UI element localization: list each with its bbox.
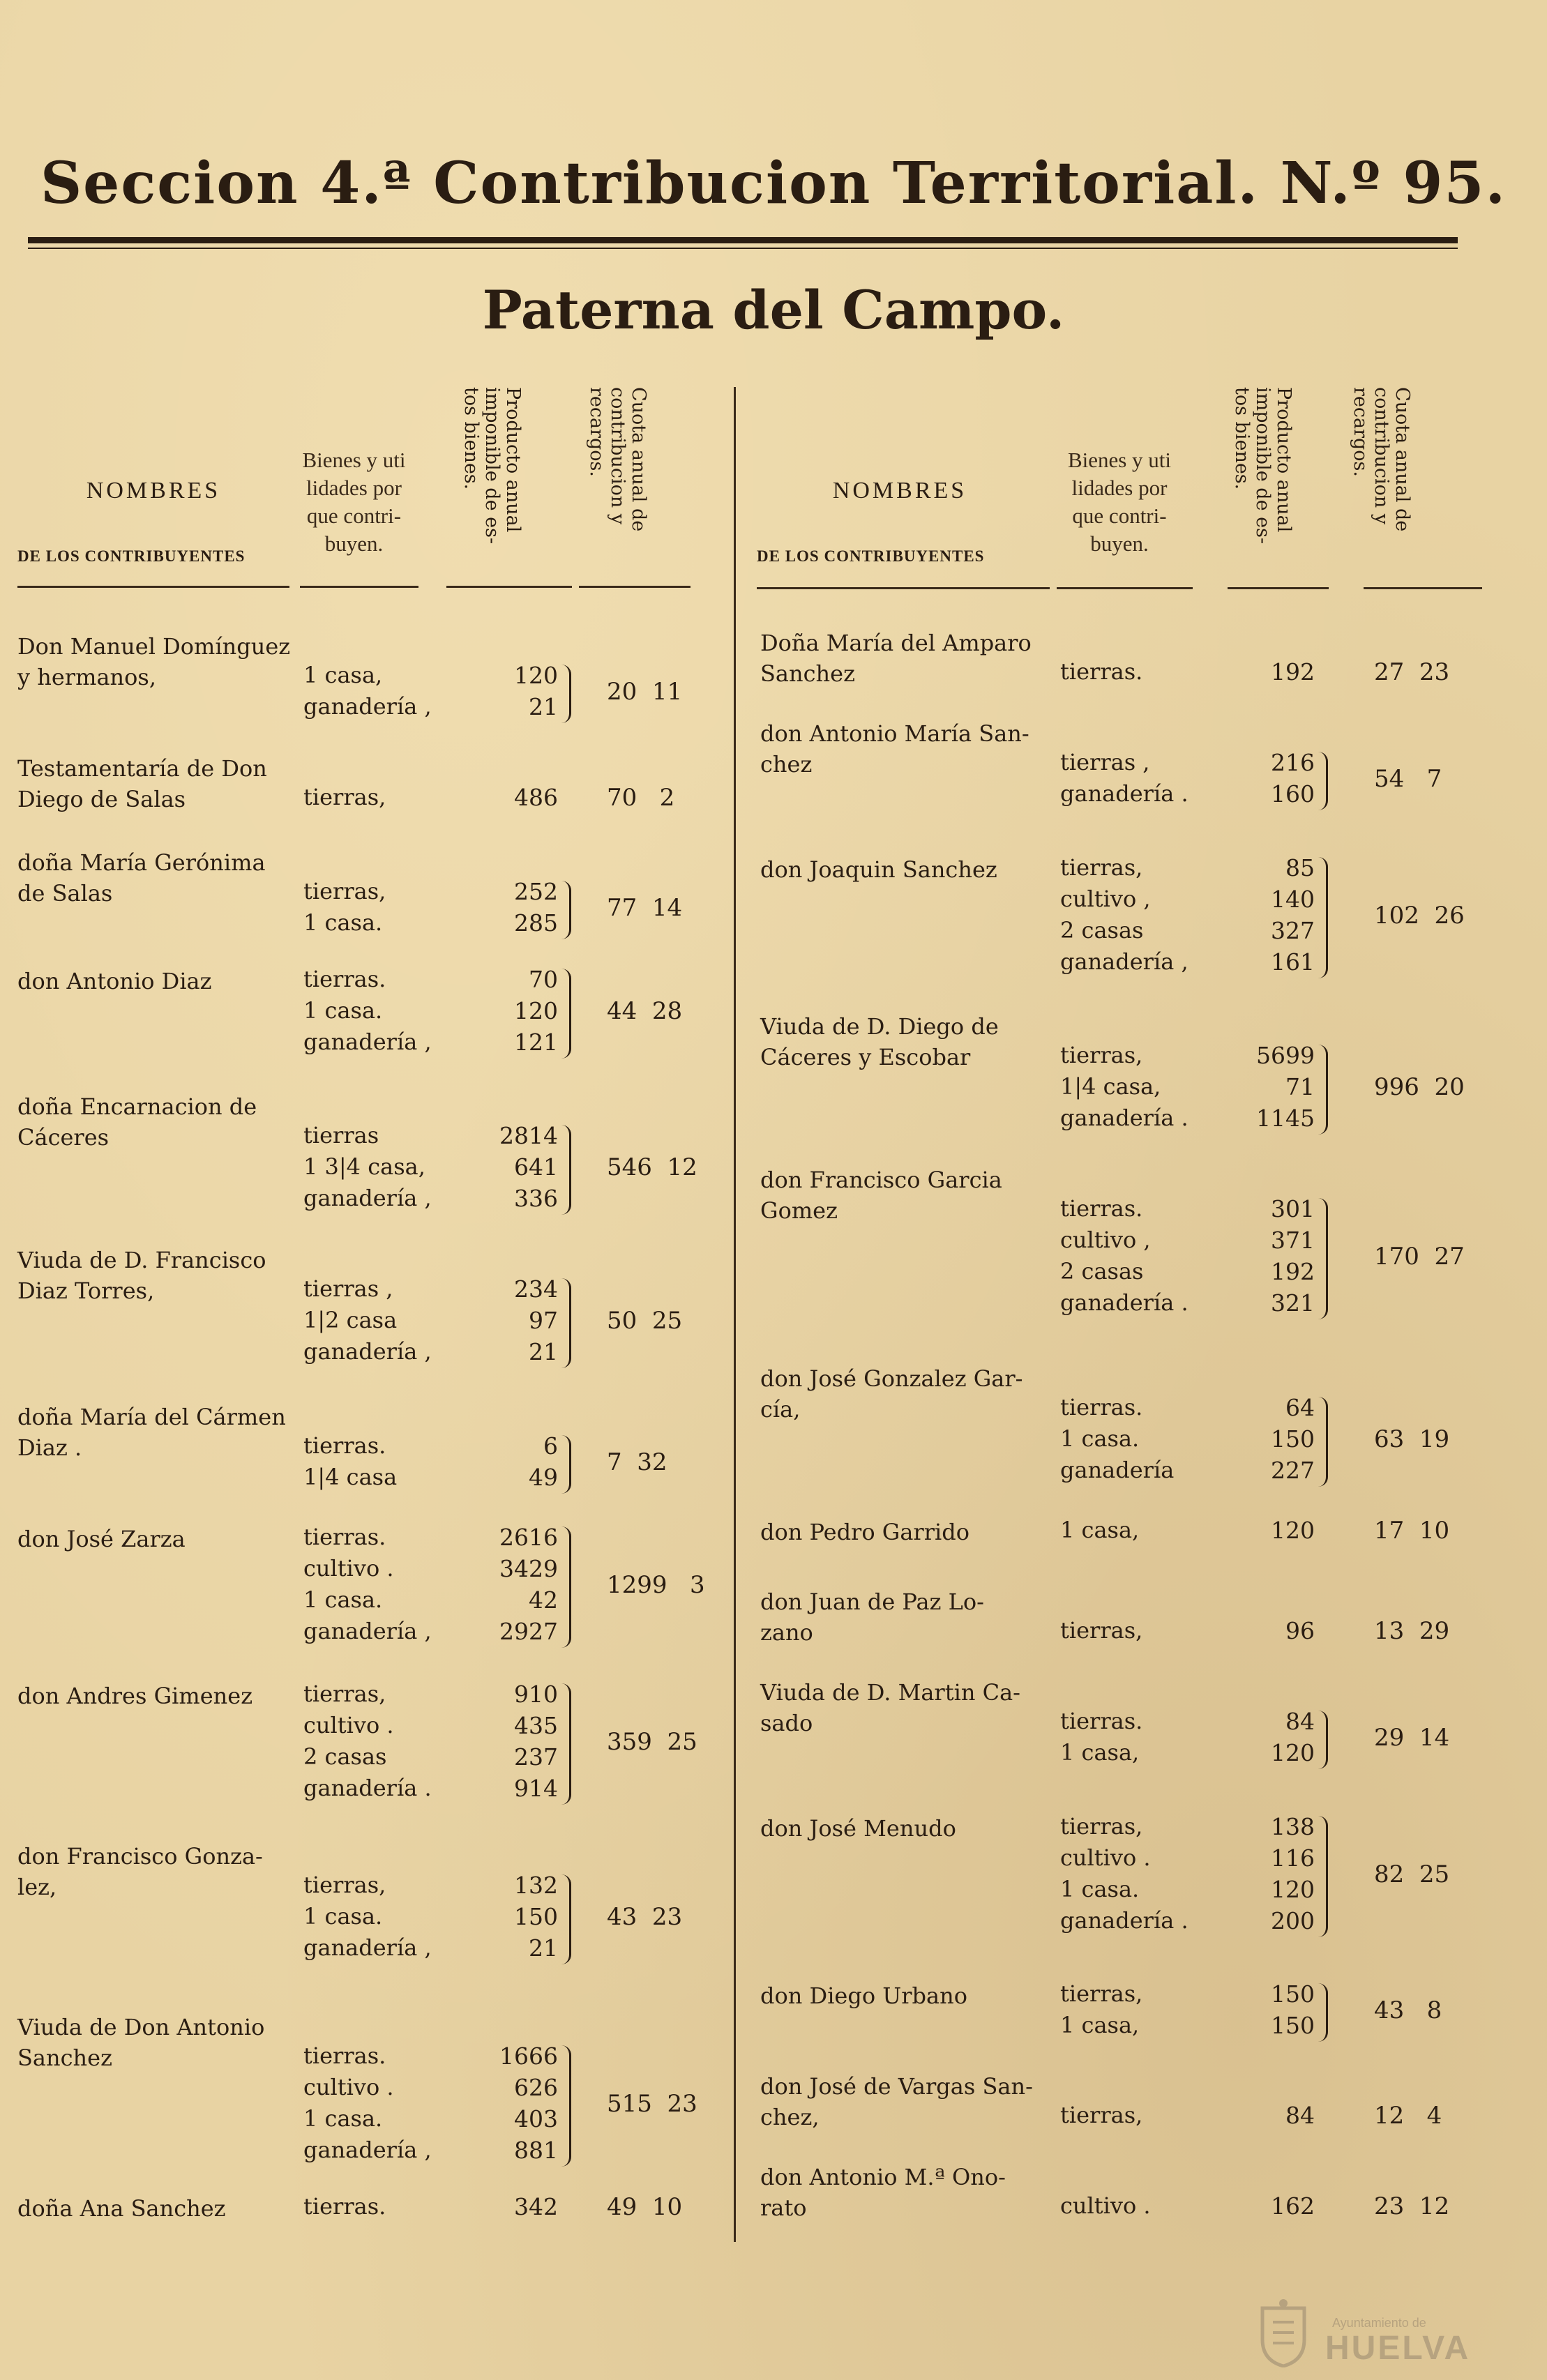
right-contributor-name: Viuda de D. Diego de Cáceres y Escobar xyxy=(760,1013,999,1070)
left-taxable-product: 1666 xyxy=(499,2042,558,2070)
left-property-type: cultivo . xyxy=(303,1712,394,1738)
right-property-type: tierras. xyxy=(1060,1708,1143,1734)
head-rule xyxy=(1228,587,1329,589)
left-property-type: 1|4 casa xyxy=(303,1464,398,1490)
right-property-type: tierras, xyxy=(1060,1813,1143,1840)
right-annual-quota: 12 4 xyxy=(1374,2102,1442,2130)
left-property-type: tierras, xyxy=(303,1872,386,1898)
left-annual-quota: 1299 3 xyxy=(607,1570,705,1599)
left-brace xyxy=(561,1683,571,1805)
left-property-type: tierras. xyxy=(303,1432,386,1459)
col-head-nombres-left: NOMBRES xyxy=(86,478,221,503)
right-brace xyxy=(1318,1816,1328,1937)
right-taxable-product: 71 xyxy=(1285,1073,1315,1100)
right-taxable-product: 85 xyxy=(1285,854,1315,881)
right-taxable-product: 216 xyxy=(1271,749,1315,776)
right-taxable-product: 192 xyxy=(1271,658,1315,685)
left-contributor-name: don Antonio Diaz xyxy=(17,968,212,994)
left-brace xyxy=(561,1435,571,1494)
left-taxable-product: 70 xyxy=(529,966,558,993)
col-head-cuota-left: Cuota anual de contribucion y recargos. xyxy=(586,387,649,532)
right-taxable-product: 327 xyxy=(1271,917,1315,944)
left-taxable-product: 435 xyxy=(514,1712,558,1739)
head-rule xyxy=(579,586,691,588)
right-property-type: 1 casa, xyxy=(1060,1517,1140,1543)
col-head-producto-right: Producto anual imponible de es- tos bienes. xyxy=(1231,387,1295,545)
left-taxable-product: 252 xyxy=(514,878,558,905)
right-annual-quota: 63 19 xyxy=(1374,1425,1450,1453)
left-taxable-product: 6 xyxy=(543,1432,558,1460)
left-brace xyxy=(561,1874,571,1964)
right-annual-quota: 996 20 xyxy=(1374,1073,1465,1101)
left-property-type: cultivo . xyxy=(303,1555,394,1582)
left-taxable-product: 49 xyxy=(529,1464,558,1491)
section-header: Seccion 4.ª Contribucion Territorial. N.º 95. xyxy=(40,150,1507,217)
right-brace xyxy=(1318,1397,1328,1487)
center-divider xyxy=(734,387,736,2242)
right-taxable-product: 150 xyxy=(1271,2012,1315,2039)
left-taxable-product: 626 xyxy=(514,2074,558,2101)
right-annual-quota: 13 29 xyxy=(1374,1617,1450,1645)
right-taxable-product: 64 xyxy=(1285,1394,1315,1421)
col-head-contribuyentes-left: DE LOS CONTRIBUYENTES xyxy=(17,547,246,565)
left-taxable-product: 120 xyxy=(514,997,558,1024)
left-annual-quota: 515 23 xyxy=(607,2089,697,2118)
right-contributor-name: don Francisco Garcia Gomez xyxy=(760,1167,1002,1224)
left-taxable-product: 120 xyxy=(514,662,558,689)
right-taxable-product: 120 xyxy=(1271,1739,1315,1766)
right-taxable-product: 150 xyxy=(1271,1980,1315,2008)
left-annual-quota: 50 25 xyxy=(607,1307,683,1335)
left-brace xyxy=(561,881,571,939)
left-taxable-product: 150 xyxy=(514,1903,558,1930)
right-property-type: 2 casas xyxy=(1060,1258,1144,1284)
left-taxable-product: 97 xyxy=(529,1307,558,1334)
left-property-type: 1 casa, xyxy=(303,662,383,688)
watermark-top: Ayuntamiento de xyxy=(1332,2316,1426,2330)
right-property-type: 1 casa, xyxy=(1060,2012,1140,2038)
left-property-type: 1 casa. xyxy=(303,2105,383,2132)
right-taxable-product: 161 xyxy=(1271,948,1315,976)
left-annual-quota: 70 2 xyxy=(607,784,675,812)
left-contributor-name: don Andres Gimenez xyxy=(17,1683,253,1709)
left-taxable-product: 914 xyxy=(514,1775,558,1802)
right-property-type: ganadería . xyxy=(1060,1907,1188,1934)
left-brace xyxy=(561,665,571,723)
left-contributor-name: Viuda de D. Francisco Diaz Torres, xyxy=(17,1247,266,1304)
header-rule xyxy=(28,237,1458,243)
col-head-contribuyentes-right: DE LOS CONTRIBUYENTES xyxy=(757,547,985,565)
right-property-type: tierras. xyxy=(1060,1394,1143,1420)
right-taxable-product: 140 xyxy=(1271,886,1315,913)
right-brace xyxy=(1318,1045,1328,1135)
left-property-type: ganadería , xyxy=(303,693,432,720)
right-taxable-product: 200 xyxy=(1271,1907,1315,1934)
right-brace xyxy=(1318,857,1328,978)
head-rule xyxy=(300,586,418,588)
left-annual-quota: 20 11 xyxy=(607,677,683,706)
right-property-type: cultivo , xyxy=(1060,1227,1151,1253)
left-taxable-product: 234 xyxy=(514,1275,558,1303)
left-property-type: tierras, xyxy=(303,878,386,904)
right-contributor-name: Viuda de D. Martin Ca- sado xyxy=(760,1679,1020,1736)
left-property-type: ganadería , xyxy=(303,1338,432,1365)
right-taxable-product: 227 xyxy=(1271,1457,1315,1484)
left-contributor-name: doña María del Cármen Diaz . xyxy=(17,1404,286,1461)
left-annual-quota: 359 25 xyxy=(607,1727,697,1756)
right-annual-quota: 43 8 xyxy=(1374,1996,1442,2024)
left-taxable-product: 2927 xyxy=(499,1618,558,1645)
left-property-type: 1 3|4 casa, xyxy=(303,1153,425,1180)
right-property-type: ganadería . xyxy=(1060,1105,1188,1131)
right-property-type: tierras, xyxy=(1060,1617,1143,1644)
right-property-type: tierras. xyxy=(1060,1195,1143,1222)
left-annual-quota: 44 28 xyxy=(607,997,683,1025)
right-taxable-product: 116 xyxy=(1271,1844,1315,1872)
left-taxable-product: 21 xyxy=(529,693,558,720)
left-property-type: ganadería , xyxy=(303,1029,432,1055)
left-property-type: ganadería . xyxy=(303,1775,432,1801)
left-taxable-product: 2814 xyxy=(499,1122,558,1149)
left-property-type: 2 casas xyxy=(303,1743,387,1770)
left-taxable-product: 2616 xyxy=(499,1524,558,1551)
right-property-type: ganadería . xyxy=(1060,780,1188,807)
left-annual-quota: 77 14 xyxy=(607,893,683,922)
right-property-type: ganadería . xyxy=(1060,1289,1188,1316)
right-property-type: ganadería xyxy=(1060,1457,1175,1483)
right-taxable-product: 371 xyxy=(1271,1227,1315,1254)
right-contributor-name: don Pedro Garrido xyxy=(760,1519,969,1545)
left-property-type: tierras. xyxy=(303,2193,386,2220)
right-property-type: tierras, xyxy=(1060,2102,1143,2128)
right-annual-quota: 82 25 xyxy=(1374,1860,1450,1888)
left-taxable-product: 21 xyxy=(529,1338,558,1365)
col-head-cuota-right: Cuota anual de contribucion y recargos. xyxy=(1350,387,1413,532)
right-property-type: tierras, xyxy=(1060,854,1143,881)
right-property-type: tierras, xyxy=(1060,1042,1143,1068)
left-taxable-product: 403 xyxy=(514,2105,558,2132)
right-contributor-name: don Antonio María San- chez xyxy=(760,720,1029,778)
left-property-type: 1 casa. xyxy=(303,909,383,936)
right-property-type: 2 casas xyxy=(1060,917,1144,943)
left-brace xyxy=(561,1125,571,1215)
right-taxable-product: 321 xyxy=(1271,1289,1315,1317)
left-taxable-product: 3429 xyxy=(499,1555,558,1582)
left-contributor-name: Testamentaría de Don Diego de Salas xyxy=(17,755,267,812)
right-taxable-product: 192 xyxy=(1271,1258,1315,1285)
right-annual-quota: 54 7 xyxy=(1374,764,1442,793)
right-taxable-product: 84 xyxy=(1285,2102,1315,2129)
col-head-producto-left: Producto anual imponible de es- tos bienes. xyxy=(460,387,524,545)
right-brace xyxy=(1318,1198,1328,1319)
right-annual-quota: 102 26 xyxy=(1374,901,1465,930)
right-taxable-product: 150 xyxy=(1271,1425,1315,1453)
left-taxable-product: 881 xyxy=(514,2137,558,2164)
right-property-type: cultivo . xyxy=(1060,1844,1151,1871)
left-taxable-product: 641 xyxy=(514,1153,558,1181)
col-head-nombres-right: NOMBRES xyxy=(832,478,967,503)
right-property-type: 1|4 casa, xyxy=(1060,1073,1161,1100)
left-property-type: ganadería , xyxy=(303,1185,432,1211)
right-property-type: tierras , xyxy=(1060,749,1150,775)
right-taxable-product: 5699 xyxy=(1256,1042,1315,1069)
left-taxable-product: 342 xyxy=(514,2193,558,2220)
left-property-type: 1 casa. xyxy=(303,1586,383,1613)
left-taxable-product: 132 xyxy=(514,1872,558,1899)
left-property-type: 1 casa. xyxy=(303,997,383,1024)
right-taxable-product: 301 xyxy=(1271,1195,1315,1222)
right-contributor-name: don Antonio M.ª Ono- rato xyxy=(760,2164,1006,2221)
col-head-bienes-right: Bienes y uti lidades por que contri- buyen. xyxy=(1067,448,1172,556)
right-taxable-product: 120 xyxy=(1271,1517,1315,1544)
left-brace xyxy=(561,2045,571,2167)
right-property-type: cultivo , xyxy=(1060,886,1151,912)
head-rule xyxy=(757,587,1050,589)
left-taxable-product: 336 xyxy=(514,1185,558,1212)
right-annual-quota: 27 23 xyxy=(1374,658,1450,686)
right-brace xyxy=(1318,1711,1328,1769)
left-property-type: tierras xyxy=(303,1122,379,1149)
left-annual-quota: 43 23 xyxy=(607,1903,683,1931)
header-rule-thin xyxy=(28,248,1458,249)
right-annual-quota: 23 12 xyxy=(1374,2192,1450,2220)
right-contributor-name: Doña María del Amparo Sanchez xyxy=(760,630,1032,687)
right-property-type: cultivo . xyxy=(1060,2192,1151,2219)
left-taxable-product: 285 xyxy=(514,909,558,937)
right-contributor-name: don José Menudo xyxy=(760,1815,956,1842)
right-contributor-name: don José de Vargas San- chez, xyxy=(760,2073,1033,2130)
left-brace xyxy=(561,969,571,1059)
left-taxable-product: 237 xyxy=(514,1743,558,1771)
head-rule xyxy=(446,586,572,588)
left-property-type: tierras , xyxy=(303,1275,393,1302)
left-contributor-name: don José Zarza xyxy=(17,1526,186,1552)
left-taxable-product: 910 xyxy=(514,1681,558,1708)
head-rule xyxy=(1364,587,1482,589)
left-contributor-name: Don Manuel Domínguez y hermanos, xyxy=(17,633,291,690)
right-taxable-product: 162 xyxy=(1271,2192,1315,2220)
left-property-type: 1|2 casa xyxy=(303,1307,398,1333)
left-annual-quota: 7 32 xyxy=(607,1448,667,1476)
left-property-type: ganadería , xyxy=(303,1618,432,1644)
col-head-bienes-left: Bienes y uti lidades por que contri- buyen. xyxy=(302,448,406,556)
left-property-type: tierras. xyxy=(303,1524,386,1550)
right-contributor-name: don Juan de Paz Lo- zano xyxy=(760,1589,984,1646)
right-property-type: 1 casa, xyxy=(1060,1739,1140,1766)
right-property-type: tierras. xyxy=(1060,658,1143,685)
crest-icon xyxy=(1255,2298,1311,2367)
left-taxable-product: 42 xyxy=(529,1586,558,1614)
left-property-type: cultivo . xyxy=(303,2074,394,2100)
left-taxable-product: 21 xyxy=(529,1934,558,1962)
right-annual-quota: 170 27 xyxy=(1374,1242,1465,1271)
right-taxable-product: 138 xyxy=(1271,1813,1315,1840)
left-property-type: tierras, xyxy=(303,1681,386,1707)
right-contributor-name: don José Gonzalez Gar- cía, xyxy=(760,1365,1023,1423)
right-contributor-name: don Joaquin Sanchez xyxy=(760,856,997,883)
left-contributor-name: doña María Gerónima de Salas xyxy=(17,849,266,907)
right-taxable-product: 96 xyxy=(1285,1617,1315,1644)
left-property-type: ganadería , xyxy=(303,1934,432,1961)
left-contributor-name: doña Ana Sanchez xyxy=(17,2195,226,2222)
right-annual-quota: 29 14 xyxy=(1374,1723,1450,1752)
left-property-type: tierras. xyxy=(303,966,386,992)
left-brace xyxy=(561,1526,571,1648)
left-annual-quota: 546 12 xyxy=(607,1153,697,1181)
right-taxable-product: 160 xyxy=(1271,780,1315,808)
right-brace xyxy=(1318,752,1328,810)
head-rule xyxy=(17,586,289,588)
right-brace xyxy=(1318,1983,1328,2042)
right-contributor-name: don Diego Urbano xyxy=(760,1983,967,2009)
right-annual-quota: 17 10 xyxy=(1374,1517,1450,1545)
left-taxable-product: 121 xyxy=(514,1029,558,1056)
watermark-main: HUELVA xyxy=(1325,2330,1471,2367)
left-taxable-product: 486 xyxy=(514,784,558,811)
right-property-type: 1 casa. xyxy=(1060,1425,1140,1452)
left-property-type: tierras. xyxy=(303,2042,386,2069)
right-property-type: 1 casa. xyxy=(1060,1876,1140,1902)
left-property-type: ganadería , xyxy=(303,2137,432,2163)
right-taxable-product: 84 xyxy=(1285,1708,1315,1735)
archive-watermark xyxy=(1255,2298,1493,2367)
head-rule xyxy=(1057,587,1193,589)
right-taxable-product: 120 xyxy=(1271,1876,1315,1903)
town-title: Paterna del Campo. xyxy=(482,279,1065,341)
left-contributor-name: doña Encarnacion de Cáceres xyxy=(17,1093,257,1151)
left-contributor-name: don Francisco Gonza- lez, xyxy=(17,1843,263,1900)
left-annual-quota: 49 10 xyxy=(607,2193,683,2221)
left-brace xyxy=(561,1278,571,1368)
left-property-type: tierras, xyxy=(303,784,386,810)
right-taxable-product: 1145 xyxy=(1256,1105,1315,1132)
right-property-type: ganadería , xyxy=(1060,948,1188,975)
right-property-type: tierras, xyxy=(1060,1980,1143,2007)
left-contributor-name: Viuda de Don Antonio Sanchez xyxy=(17,2014,265,2071)
left-property-type: 1 casa. xyxy=(303,1903,383,1930)
